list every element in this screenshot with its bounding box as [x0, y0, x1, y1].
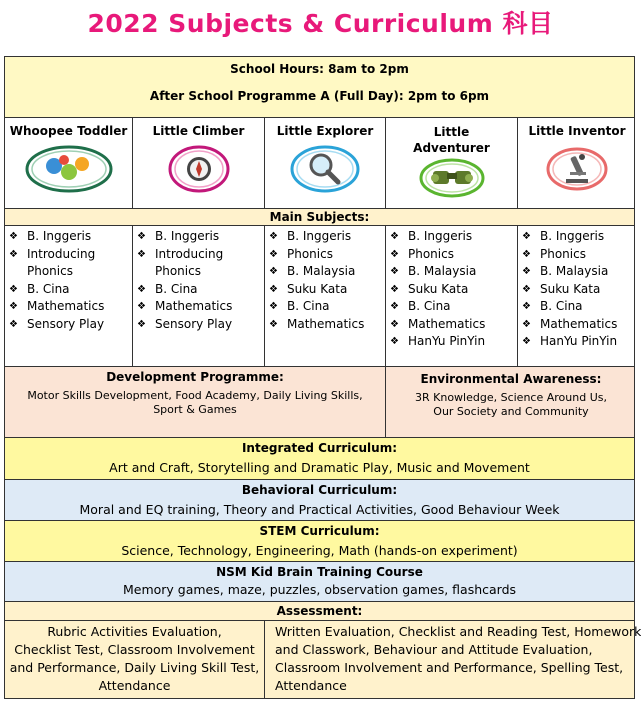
main-subjects-label: Main Subjects: [269, 210, 370, 224]
list-item: ❖ Phonics [386, 246, 517, 264]
list-item: ❖ B. Cina [386, 298, 517, 316]
assessment-right [265, 621, 641, 698]
list-item: ❖ B. Malaysia [518, 263, 636, 281]
development-line-1: Motor Skills Development, Food Academy, Daily Living Skills, [27, 389, 363, 402]
stem-row [4, 520, 635, 562]
list-item: ❖ HanYu PinYin [518, 333, 636, 351]
list-item: ❖ Suku Kata [518, 281, 636, 299]
nsm-label: NSM Kid Brain Training Course [216, 565, 423, 579]
nsm-text: Memory games, maze, puzzles, observation games, flashcards [122, 582, 517, 597]
level-name: Little Climber [152, 124, 245, 138]
assessment-right-line: and Classwork, Behaviour and Attitude Evaluation, [275, 642, 593, 657]
list-item: ❖ Suku Kata [265, 281, 385, 299]
list-item: ❖ B. Inggeris [5, 228, 132, 246]
subject-list [5, 228, 132, 333]
level-name: Little Explorer [276, 124, 374, 138]
list-item: ❖ B. Malaysia [265, 263, 385, 281]
assessment-left-line: Checklist Test, Classroom Involvement [14, 642, 255, 657]
level-name: Little Adventurer [413, 125, 490, 155]
assessment-left-line: and Performance, Daily Living Skill Test, [9, 660, 260, 675]
school-hours: School Hours: 8am to 2pm [230, 62, 409, 76]
page-title: 2022 Subjects & Curriculum 科目 [87, 9, 554, 38]
behavioral-label: Behavioral Curriculum: [241, 483, 398, 497]
assessment-right-line: Classroom Involvement and Performance, Spelling Test, [275, 660, 624, 675]
environmental-label: Environmental Awareness: [420, 372, 602, 386]
list-item: ❖ Mathematics [5, 298, 132, 316]
list-item: ❖ Mathematics [386, 316, 517, 334]
curriculum-table [4, 56, 641, 699]
after-school-hours: After School Programme A (Full Day): 2pm to 6pm [149, 89, 490, 103]
level-little-climber [133, 118, 265, 208]
development-line-2: Sport & Games [153, 403, 237, 416]
compass-icon [168, 144, 230, 194]
stem-label: STEM Curriculum: [259, 524, 380, 538]
subject-list [518, 228, 636, 351]
programme-row [4, 366, 635, 438]
list-item: ❖ B. Cina [5, 281, 132, 299]
subjects-col-3 [265, 226, 386, 366]
behavioral-row [4, 479, 635, 521]
list-item: ❖ Sensory Play [133, 316, 264, 334]
level-name: Little Inventor [528, 124, 626, 138]
list-item: ❖ Suku Kata [386, 281, 517, 299]
hours-row [4, 56, 635, 118]
subjects-col-4 [386, 226, 518, 366]
list-item: ❖ B. Cina [133, 281, 264, 299]
list-item: ❖ B. Inggeris [265, 228, 385, 246]
development-programme [5, 367, 386, 437]
integrated-text: Art and Craft, Storytelling and Dramatic Play, Music and Movement [109, 460, 530, 475]
subjects-col-5 [518, 226, 636, 366]
level-little-explorer [265, 118, 386, 208]
environmental-awareness [386, 367, 636, 437]
subject-list [386, 228, 517, 351]
development-label: Development Programme: [106, 370, 284, 384]
environmental-line-2: Our Society and Community [433, 405, 589, 418]
assessment-left-line: Attendance [98, 678, 171, 693]
level-little-adventurer [386, 118, 518, 208]
subjects-col-1 [5, 226, 133, 366]
binoculars-icon [419, 158, 485, 198]
list-item: ❖ Introducing Phonics [133, 246, 264, 281]
assessment-right-line: Attendance [275, 678, 347, 693]
level-name: Whoopee Toddler [9, 124, 128, 138]
levels-row [4, 117, 635, 209]
main-subjects-row [4, 225, 635, 367]
environmental-line-1: 3R Knowledge, Science Around Us, [415, 391, 607, 404]
magnifier-icon [290, 144, 360, 194]
assessment-label: Assessment: [276, 604, 363, 618]
list-item: ❖ B. Cina [518, 298, 636, 316]
assessment-right-line: Written Evaluation, Checklist and Reading Test, Homework [275, 624, 641, 639]
level-whoopee-toddler [5, 118, 133, 208]
list-item: ❖ Mathematics [265, 316, 385, 334]
subjects-col-2 [133, 226, 265, 366]
stem-text: Science, Technology, Engineering, Math (hands-on experiment) [121, 543, 518, 558]
list-item: ❖ Phonics [518, 246, 636, 264]
list-item: ❖ Sensory Play [5, 316, 132, 334]
microscope-icon [546, 146, 608, 192]
assessment-header [4, 601, 635, 621]
subject-list [265, 228, 385, 333]
main-subjects-header [4, 208, 635, 226]
assessment-row [4, 620, 641, 699]
level-little-inventor [518, 118, 636, 208]
list-item: ❖ B. Inggeris [386, 228, 517, 246]
list-item: ❖ B. Malaysia [386, 263, 517, 281]
list-item: ❖ B. Cina [265, 298, 385, 316]
list-item: ❖ Phonics [265, 246, 385, 264]
list-item: ❖ B. Inggeris [518, 228, 636, 246]
integrated-label: Integrated Curriculum: [241, 441, 398, 455]
nsm-row [4, 561, 635, 602]
hands-icon [24, 144, 114, 194]
list-item: ❖ B. Inggeris [133, 228, 264, 246]
list-item: ❖ Mathematics [518, 316, 636, 334]
list-item: ❖ Mathematics [133, 298, 264, 316]
assessment-left-line: Rubric Activities Evaluation, [47, 624, 222, 639]
list-item: ❖ HanYu PinYin [386, 333, 517, 351]
assessment-left [5, 621, 265, 698]
behavioral-text: Moral and EQ training, Theory and Practical Activities, Good Behaviour Week [79, 502, 560, 517]
list-item: ❖ Introducing Phonics [5, 246, 132, 281]
subject-list [133, 228, 264, 333]
integrated-row [4, 437, 635, 480]
